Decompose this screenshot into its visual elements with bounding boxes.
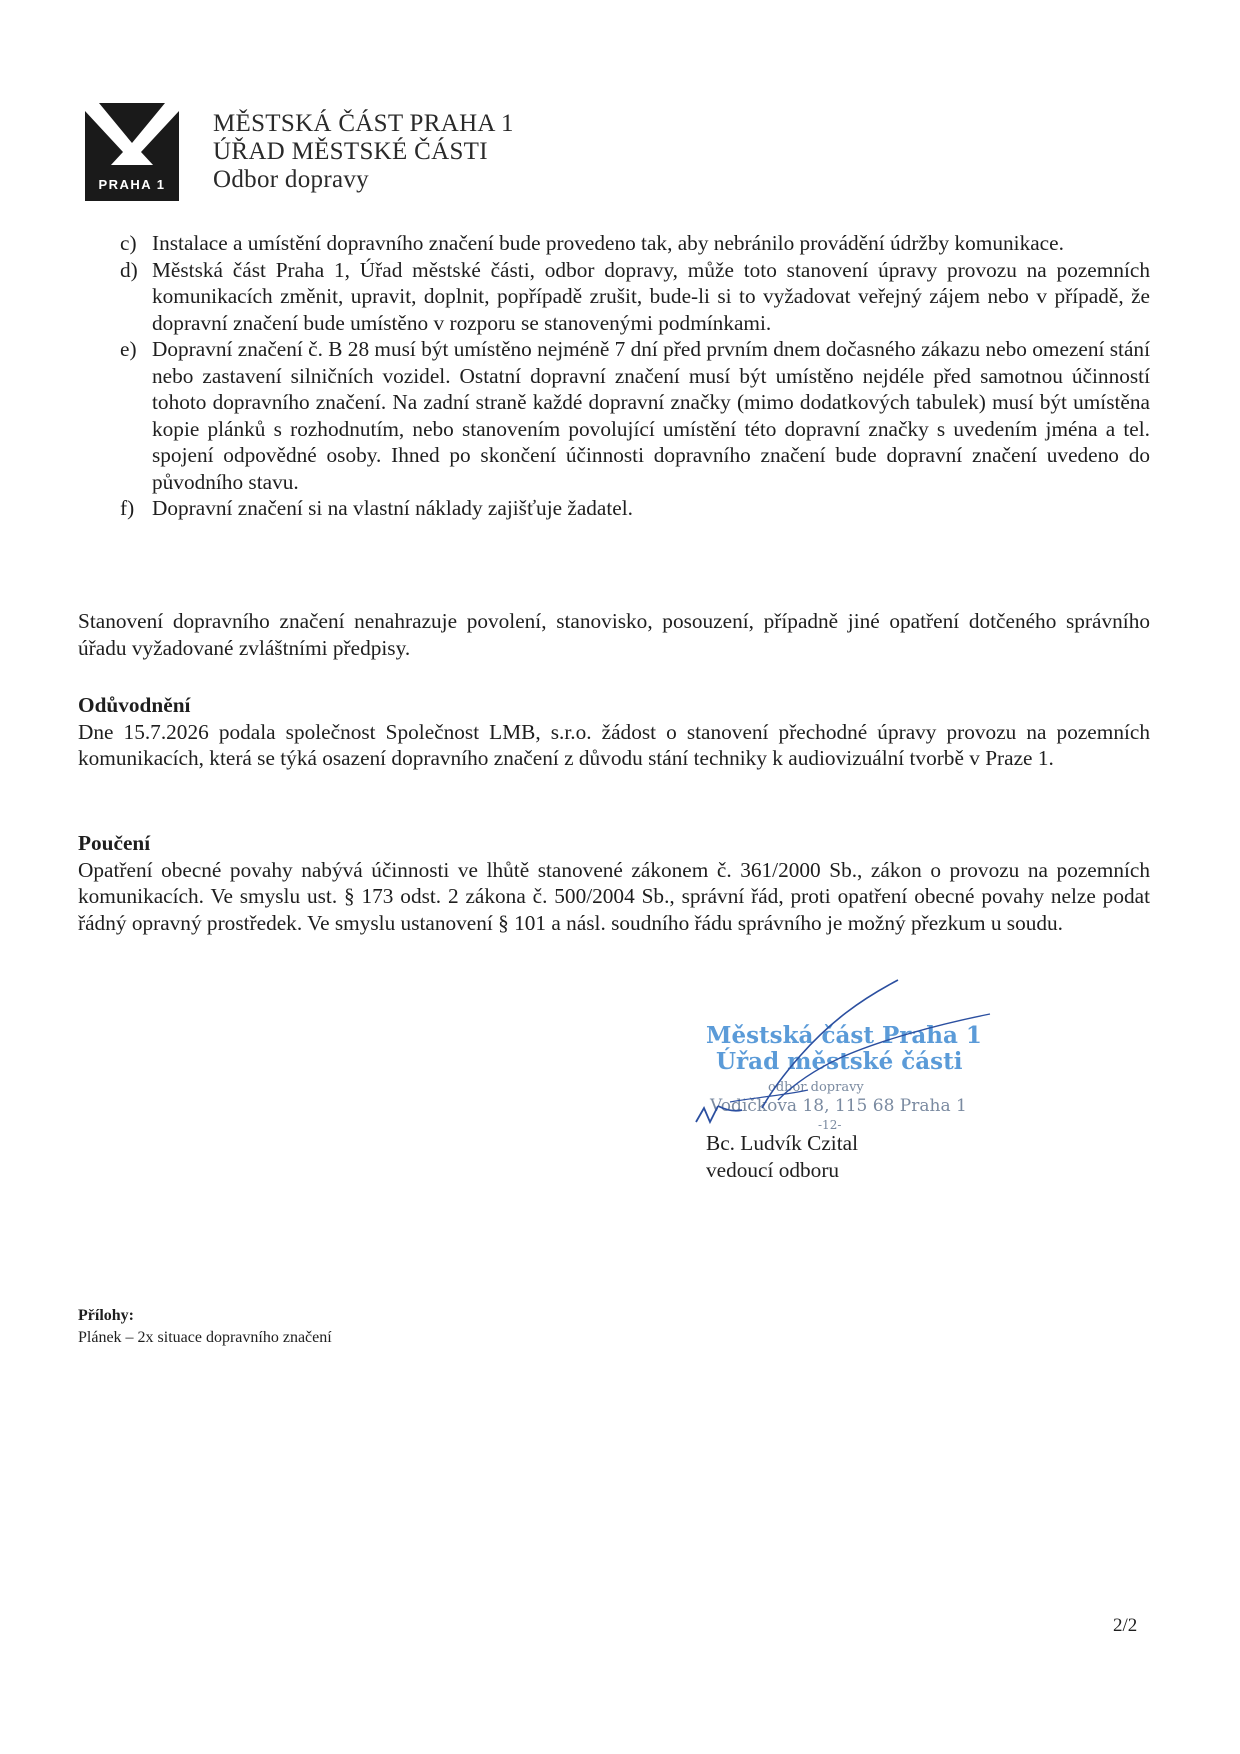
attachment-item: Plánek – 2x situace dopravního značení bbox=[78, 1329, 332, 1346]
attachments-heading: Přílohy: bbox=[78, 1307, 134, 1324]
header-office: ÚŘAD MĚSTSKÉ ČÁSTI bbox=[213, 138, 488, 165]
justification-section bbox=[78, 692, 1150, 772]
handwritten-signature bbox=[690, 960, 1010, 1130]
condition-text: Dopravní značení č. B 28 musí být umístěno nejméně 7 dní před prvním dnem dočasného zákazu nebo omezení stání nebo zastavení silničních vozidel. Ostatní dopravní značení musí být umístěno nejdéle před samotnou účinností tohoto dopravního značení. Na zadní straně každé dopravní značky (mimo dodatkových tabulek) musí být umístěna kopie plánků s rozhodnutím, nebo stanovením povolující umístění této dopravní značky s uvedením jména a tel. spojení odpovědné osoby. Ihned po skončení účinnosti dopravního značení bude dopravní značení uvedeno do původního stavu. bbox=[152, 337, 1150, 494]
instruction-text: Opatření obecné povahy nabývá účinnosti ve lhůtě stanovené zákonem č. 361/2000 Sb., zákon o provozu na pozemních komunikacích. Ve smyslu ust. § 173 odst. 2 zákona č. 500/2004 Sb., správní řád, proti opatření obecné povahy nelze podat řádný opravný prostředek. Ve smyslu ustanovení § 101 a násl. soudního řádu správního je možný přezkum u soudu. bbox=[78, 857, 1150, 935]
condition-marker: f) bbox=[120, 496, 135, 520]
conditions-list bbox=[120, 230, 1150, 522]
logo-label: PRAHA 1 bbox=[98, 177, 166, 192]
instruction-section bbox=[78, 830, 1150, 936]
page-number: 2/2 bbox=[1113, 1615, 1138, 1636]
signer-role: vedoucí odboru bbox=[706, 1158, 840, 1182]
condition-marker: e) bbox=[120, 337, 137, 361]
header-department: Odbor dopravy bbox=[213, 166, 369, 193]
header-municipality: MĚSTSKÁ ČÁST PRAHA 1 bbox=[213, 110, 514, 137]
condition-text: Instalace a umístění dopravního značení bude provedeno tak, aby nebránilo provádění údržby komunikace. bbox=[152, 231, 1064, 255]
condition-item-f bbox=[120, 495, 1150, 522]
condition-item-e bbox=[120, 336, 1150, 495]
justification-heading: Odůvodnění bbox=[78, 693, 191, 717]
instruction-heading: Poučení bbox=[78, 831, 151, 855]
statement-text: Stanovení dopravního značení nenahrazuje povolení, stanovisko, posouzení, případně jiné opatření dotčeného správního úřadu vyžadované zvláštními předpisy. bbox=[78, 609, 1150, 660]
stamp-line-number: -12- bbox=[818, 1118, 842, 1132]
justification-text: Dne 15.7.2026 podala společnost Společnost LMB, s.r.o. žádost o stanovení přechodné úpravy provozu na pozemních komunikacích, která se týká osazení dopravního značení z důvodu stání techniky k audiovizuální tvorbě v Praze 1. bbox=[78, 719, 1150, 770]
signer-name: Bc. Ludvík Czital bbox=[706, 1131, 859, 1155]
stamp-line-department: odbor dopravy bbox=[768, 1080, 864, 1095]
condition-item-d bbox=[120, 257, 1150, 337]
praha1-logo-mark bbox=[85, 103, 179, 201]
condition-item-c bbox=[120, 230, 1150, 257]
praha1-logo bbox=[85, 103, 179, 201]
statement-paragraph bbox=[78, 608, 1150, 661]
attachments-section bbox=[78, 1305, 332, 1349]
document-header bbox=[213, 110, 514, 194]
signer-block bbox=[706, 1130, 858, 1184]
condition-marker: d) bbox=[120, 257, 138, 282]
stamp-line-office: Úřad městské části bbox=[716, 1048, 963, 1075]
stamp-line-address: Vodičkova 18, 115 68 Praha 1 bbox=[710, 1096, 967, 1116]
condition-text: Městská část Praha 1, Úřad městské části, odbor dopravy, může toto stanovení úpravy provozu na pozemních komunikacích změnit, upravit, doplnit, popřípadě zrušit, bude-li si to vyžadovat veřejný zájem nebo v případě, že dopravní značení bude umístěno v rozporu se stanovenými podmínkami. bbox=[152, 257, 1150, 335]
condition-text: Dopravní značení si na vlastní náklady zajišťuje žadatel. bbox=[152, 496, 633, 520]
condition-marker: c) bbox=[120, 231, 137, 255]
stamp-line-municipality: Městská část Praha 1 bbox=[706, 1022, 982, 1049]
